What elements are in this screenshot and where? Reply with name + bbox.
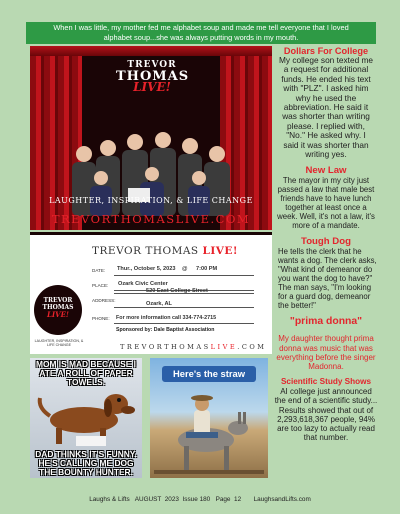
joke-text: He tells the clerk that he wants a dog. The clerk asks, "What kind of demeanor do you want the dog to have?" The man says, "I'm looking for a guard dog, demeanor the better!" (278, 247, 377, 311)
event-address-row (92, 288, 208, 307)
poster-url[interactable]: TREVORTHOMASLIVE.COM (51, 212, 251, 226)
poster-logo (116, 60, 188, 93)
joke-title: Scientific Study Shows (280, 377, 372, 387)
footer-publication: Laughs & Lifts (89, 496, 130, 503)
page-footer (0, 496, 400, 503)
date-value: Thur., October 5, 2023 (117, 266, 176, 272)
event-url-tld: .COM (237, 343, 267, 351)
joke-dollars-for-college (274, 46, 378, 159)
time-value: 7:00 PM (196, 266, 218, 272)
poster-logo-line-1: TREVOR (127, 60, 177, 70)
event-logo (34, 285, 82, 335)
address-line-2: Ozark, AL (146, 301, 172, 307)
straw-meme (150, 358, 268, 478)
phone-label: PHONE: (92, 316, 110, 321)
event-url-name: TREVORTHOMAS (120, 343, 211, 351)
event-title-name: TREVOR THOMAS (92, 245, 199, 257)
place-label: PLACE: (92, 283, 109, 288)
banner-line-1: When I was little, my mother fed me alphabet soup and made me tell everyone that I loved (53, 23, 349, 32)
dog-meme (30, 358, 142, 478)
place-value: Ozark Civic Center (118, 281, 168, 287)
joke-title: New Law (305, 165, 347, 177)
event-card (30, 232, 272, 354)
poster-tagline: LAUGHTER, INSPIRATION, & LIFE CHANGE (49, 196, 253, 205)
dog-meme-bottom-text: DAD THINKS IT'S FUNNY. HE'S CALLING ME DOG THE BOUNTY HUNTER. (35, 449, 137, 477)
address-label: ADDRESS: (92, 298, 116, 303)
event-logo-line-1: TREVOR (43, 297, 73, 304)
joke-new-law (274, 165, 378, 230)
event-title (92, 245, 238, 257)
date-underline (114, 275, 254, 276)
phone-underline (114, 323, 254, 324)
event-place-row (92, 281, 168, 288)
event-phone-row (92, 315, 217, 321)
banner-line-2: alphabet soup...she was always putting words in my mouth. (103, 33, 299, 42)
address-underline-2 (114, 307, 254, 308)
curtain-valance (30, 46, 272, 56)
joke-tough-dog (274, 236, 378, 310)
footer-page: Page 12 (215, 496, 242, 503)
event-logo-subtitle: LAUGHTER, INSPIRATION, & LIFE CHANGE (34, 339, 84, 347)
joke-title: Tough Dog (301, 236, 351, 248)
event-logo-live: LIVE! (46, 310, 70, 319)
joke-text: My college son texted me a request for additional funds. He ended his text with "PLZ". I asked him why he used the abbreviation. He said it was shorter than writing please. I replied with, "No." He asked why. I said it was shorter than writing yes. (278, 55, 374, 160)
event-date-row (92, 266, 218, 273)
joke-title: "prima donna" (289, 316, 363, 328)
joke-text: My daughter thought prima donna was music that was everything before the singer Madonna. (276, 334, 376, 372)
address-underline-1 (114, 293, 254, 294)
donkey-rider-icon (154, 388, 264, 474)
straw-meme-caption: Here's the straw (162, 366, 256, 382)
footer-site[interactable]: LaughsandLifts.com (253, 496, 311, 503)
event-url-live: LIVE (210, 343, 238, 351)
phone-value[interactable]: For more information call 334-774-2715 (116, 315, 217, 321)
joke-scientific-study (274, 377, 378, 442)
date-label: DATE: (92, 268, 106, 273)
joke-banner (26, 22, 376, 44)
dog-meme-top-text: MOM IS MAD BECAUSE I ATE A ROLL OF PAPER TOWELS. (35, 359, 137, 387)
dachshund-icon (36, 382, 136, 448)
footer-issue: AUGUST 2023 Issue 180 (134, 496, 211, 503)
event-title-live: LIVE! (202, 245, 239, 257)
joke-title: Dollars For College (283, 46, 369, 56)
joke-prima-donna (274, 316, 378, 371)
time-at: @ (182, 266, 188, 272)
joke-text: AI college just announced the end of a scientific study... Results showed that out of 2,293,618,367 people, 94% are too lazy to actually read that number. (274, 387, 378, 443)
event-logo-line-2: THOMAS (42, 304, 74, 311)
address-line-1: 520 East College Street (146, 288, 208, 294)
event-sponsor: Sponsored by: Dale Baptist Association (116, 327, 215, 333)
joke-text: The mayor in my city just passed a law that male best friends have to have lunch together at least once a week. Well, it's not a law, it's more of a mandate. (277, 176, 375, 231)
poster-logo-line-2: THOMAS (116, 69, 190, 84)
joke-column (274, 46, 378, 443)
poster-logo-line-3: LIVE! (133, 80, 171, 94)
event-url[interactable] (120, 343, 267, 351)
